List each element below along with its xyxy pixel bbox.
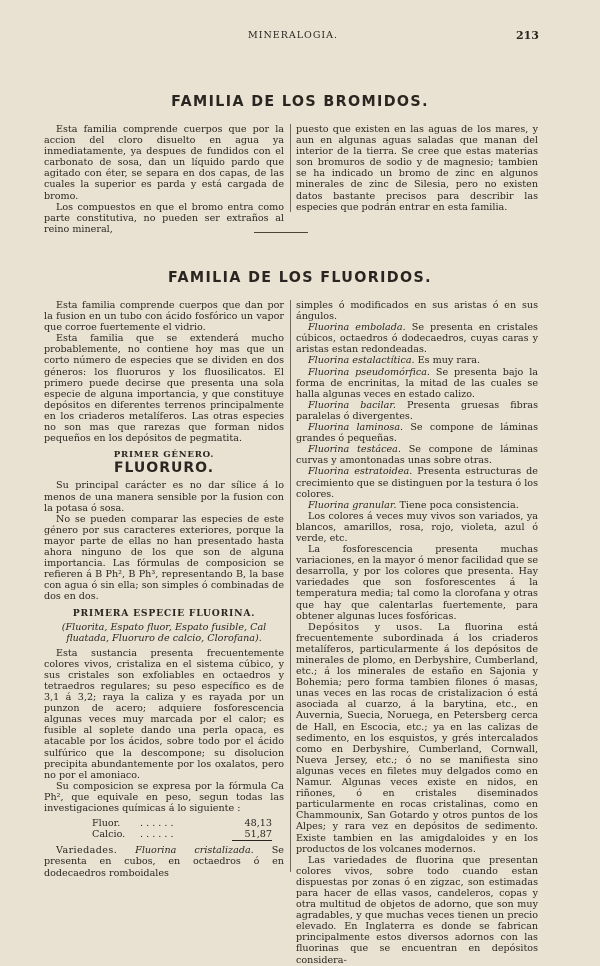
running-title: MINERALOGIA. <box>248 30 339 41</box>
variety-paragraph <box>296 500 538 511</box>
variety-paragraph <box>296 322 538 355</box>
variety-text: Se presenta bajo la forma de encrinitas, la mitad de las cuales se halla algunas veces en estado calizo. <box>296 366 538 400</box>
variety-text: Tiene poca consistencia. <box>399 499 519 511</box>
variety-name: Fluorina pseudomórfica. <box>308 366 430 378</box>
species-title: PRIMERA ESPECIE FLUORINA. <box>72 608 256 620</box>
variety-name: Fluorina estratoidea. <box>308 466 413 478</box>
variety-paragraph <box>296 466 538 499</box>
deposits-paragraph <box>296 622 538 855</box>
running-header <box>0 30 600 44</box>
variety-text: simples ó modificados en sus aristas ó en sus ángulos. <box>296 300 538 323</box>
variety-paragraph <box>296 300 538 322</box>
composition-value: 51,87 <box>232 829 272 841</box>
section-separator <box>254 232 308 233</box>
composition-element: Calcio. <box>92 829 126 841</box>
variety-paragraph <box>296 444 538 466</box>
variety-name: Fluorina testácea. <box>308 444 401 456</box>
variety-text: Se presenta en cristales cúbicos, octaedros ó dodecaedros, cuyas caras y aristas estan redondeadas. <box>296 322 538 356</box>
genus-title: FLUORURO. <box>113 460 215 477</box>
column-divider <box>290 300 291 872</box>
paragraph: Esta familia comprende cuerpos que dan por la fusion en un tubo con ácido fosfórico un vapor que corroe fuertemente el vidrio. <box>44 300 284 334</box>
paragraph: La fosforescencia presenta muchas variaciones, en la mayor ó menor facilidad que se desarrolla, y por los colores que presenta. Hay variedades que son fosforescentes á la temperatura media; tal como la clorofana y otras que hay que calentarlas fuertemente, para obtener algunas luces fosfóricas. <box>296 544 538 622</box>
variety-paragraph <box>296 422 538 444</box>
paragraph: Esta sustancia presenta frecuentemente colores vivos, cristaliza en el sistema cúbico, y sus cristales son exfoliables en octaedros y tetraedros regulares; su peso específico es de 3,1 á 3,2; raya la caliza y es rayada por un punzon de acero; adquiere fosforescencia algunas veces muy marcada por el calor; es fusible al soplete dando una perla opaca, es atacable por los ácidos, sobre todo por el ácido sulfúrico que la descompone; su disolucion precipita abundantemente por los oxalatos, pero no por el amoniaco. <box>44 647 284 781</box>
variety-paragraph <box>296 367 538 400</box>
paragraph: Los colores á veces muy vivos son variados, ya blancos, amarillos, rosa, rojo, violeta, azul ó verde, etc. <box>296 510 538 544</box>
genus-label: PRIMER GÉNERO. <box>113 450 215 461</box>
bromidos-left-column <box>44 124 284 235</box>
fluoridos-left-column <box>44 300 284 879</box>
composition-row <box>44 829 284 841</box>
varieties-label: Variedades. <box>56 845 118 857</box>
composition-dots: . . . . . . <box>140 818 174 830</box>
composition-row <box>44 818 284 829</box>
paragraph: Su composicion se expresa por la fórmula Ca Ph², que equivale en peso, segun todas las investigaciones químicas á lo siguiente : <box>44 780 284 815</box>
variety-name: Fluorina bacilar. <box>308 399 396 411</box>
paragraph: Su principal carácter es no dar sílice á lo menos de una manera sensible por la fusion con la potasa ó sosa. <box>44 480 284 514</box>
variety-text: Presenta gruesas fibras paralelas ó divergentes. <box>296 399 538 422</box>
paragraph: Los compuestos en que el bromo entra como parte constitutiva, no pueden ser extraños al reino mineral, <box>44 201 284 235</box>
page-number: 213 <box>516 29 539 42</box>
variety-name: Fluorina granular. <box>308 499 397 511</box>
column-divider <box>290 124 291 212</box>
bromidos-right-column <box>296 124 538 213</box>
variety-paragraph <box>296 400 538 422</box>
fluoridos-right-column <box>296 300 538 966</box>
variety-text: Es muy rara. <box>417 355 481 367</box>
section-title-bromidos: FAMILIA DE LOS BROMIDOS. <box>171 92 429 110</box>
composition-table <box>44 818 284 841</box>
species-synonyms: (Fluorita, Espato fluor, Espato fusible, Cal fluatada, Fluoruro de calcio, Clorofana). <box>61 621 267 644</box>
variety-text: Se presenta en cubos, en octaedros ó en dodecaedros romboidales <box>44 845 284 879</box>
deposits-label: Depósitos y usos. <box>308 621 423 633</box>
variety-text: Se compone de láminas curvas y amontonadas unas sobre otras. <box>296 444 538 467</box>
variety-text: Presenta estructuras de crecimiento que se distinguen por la testura ó los colores. <box>296 466 538 500</box>
variety-paragraph <box>296 355 538 366</box>
variety-name: Fluorina laminosa. <box>308 422 404 434</box>
paragraph: Esta familia que se extenderá mucho probablemente, no contiene hoy mas que un corto número de especies que se dividen en dos géneros: los fluoruros y los fluosilicatos. El primero puede decirse que presenta una sola especie de alguna importancia, y que constituye depósitos en diferentes terrenos principalmente en los criaderos metalíferos. Las otras especies no son mas que rarezas que forman nidos pequeños en los depósitos de pegmatita. <box>44 333 284 445</box>
deposits-text: La fluorina está frecuentemente subordinada á los criaderos metalíferos, particularmente á los depósitos de minerales de plomo, en Derbyshire, Cumberland, etc.; á los minerales de estaño en Sajonia y Bohemia; pero forma tambien filones ó masas, unas veces en las rocas de cristalizacion ó está asociada al cuarzo, á la barytina, etc., en Auvernia, Suecia, Noruega, en Petersberg cerca de Hall, en Escocia, etc.; ya en las calizas de sedimento, en los esquistos, y grés intercalados como en Derbyshire, Cumberland, Cornwall, Nueva Jersey, etc.; ó no se manifiesta sino algunas veces en filetes muy delgados como en Namur. Algunas veces existe en nidos, en riñones, ó en cristales diseminados particularmente en rocas cristalinas, como en Chammounix, San Gotardo y otros puntos de los Alpes; y rara vez en depósitos de sedimento. Existe tambien en las amigdaloides y en los productos de los volcanes modernos. <box>296 621 538 855</box>
paragraph: Las variedades de fluorina que presentan colores vivos, sobre todo cuando estan dispuestas por zonas ó en zigzac, son estimadas para hacer de ellas vasos, candeleros, copas y otra multitud de objetos de adorno, que son muy agradables, y que muchas veces tienen un precio elevado. En Inglaterra es donde se fabrican principalmente estos diversos adornos con las fluorinas que se encuentran en depósitos considera- <box>296 854 538 966</box>
paragraph: No se pueden comparar las especies de este género por sus caracteres exteriores, porque la mayor parte de ellas no han presentado hasta ahora ninguno de los que son de alguna importancia. Las fórmulas de composicion se refieren á B Ph², B Ph³, representando B, la base con agua ó sin ella; son simples ó combinadas de dos en dos. <box>44 513 284 603</box>
variety-name: Fluorina cristalizada. <box>135 845 254 857</box>
composition-dots: . . . . . . <box>140 829 174 841</box>
composition-element: Fluor. <box>92 818 121 830</box>
paragraph: Esta familia comprende cuerpos que por la accion del cloro disuelto en agua ya inmediatamente, ya despues de fundidos con el carbonato de sosa, dan un líquido pardo que agitado con éter, se separa en dos capas, de las cuales la superior es parda y está cargada de bromo. <box>44 124 284 202</box>
variety-name: Fluorina embolada. <box>308 322 406 334</box>
variety-text: Se compone de láminas grandes ó pequeñas. <box>296 422 538 445</box>
varieties-paragraph <box>44 845 284 878</box>
composition-value: 48,13 <box>244 818 272 830</box>
section-title-fluoridos: FAMILIA DE LOS FLUORIDOS. <box>168 268 432 286</box>
paragraph: puesto que existen en las aguas de los mares, y aun en algunas aguas saladas que manan del interior de la tierra. Se cree que estas materias son bromuros de sodio y de magnesio; tambien se ha indicado un bromo de zinc en algunos minerales de zinc de Silesia, pero no existen datos bastante precisos para describir las especies que podrán entrar en esta familia. <box>296 124 538 213</box>
variety-name: Fluorina estalactítica. <box>308 355 415 367</box>
